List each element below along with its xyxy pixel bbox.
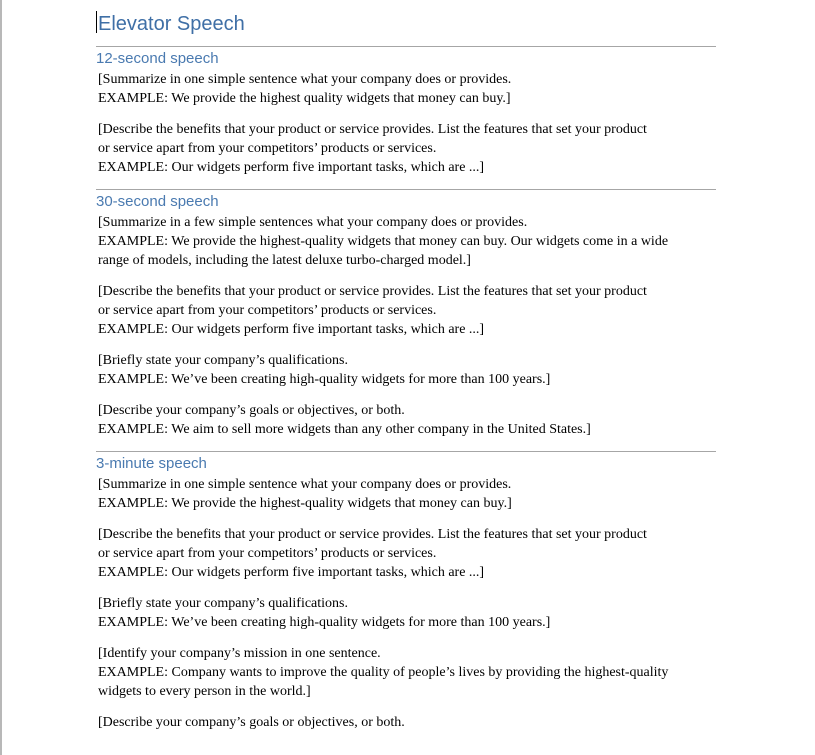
paragraph[interactable] [98, 713, 716, 732]
paragraph-line: [Summarize in a few simple sentences what your company does or provides. [98, 215, 528, 230]
paragraph[interactable] [98, 70, 716, 108]
paragraph-line: [Describe the benefits that your product or service provides. List the features that set your product [98, 122, 647, 137]
paragraph-line: [Summarize in one simple sentence what your company does or provides. [98, 72, 512, 87]
document-body[interactable] [96, 0, 716, 744]
paragraph-line: EXAMPLE: We provide the highest quality widgets that money can buy.] [98, 91, 511, 106]
paragraph[interactable] [98, 120, 716, 177]
paragraph[interactable] [98, 282, 716, 339]
paragraph-line: [Describe the benefits that your product or service provides. List the features that set your product [98, 527, 647, 542]
document-title-text: Elevator Speech [98, 13, 245, 35]
speech-section [96, 189, 716, 439]
paragraph-line: EXAMPLE: Company wants to improve the quality of people’s lives by providing the highest-quality [98, 665, 669, 680]
paragraph[interactable] [98, 644, 716, 701]
paragraph-line: EXAMPLE: Our widgets perform five important tasks, which are ...] [98, 160, 485, 175]
paragraph-line: [Identify your company’s mission in one sentence. [98, 646, 381, 661]
section-heading[interactable]: 30-second speech [96, 193, 219, 210]
paragraph-line: widgets to every person in the world.] [98, 684, 311, 699]
text-cursor [96, 11, 97, 33]
paragraph-line: [Briefly state your company’s qualifications. [98, 353, 348, 368]
paragraph-line: EXAMPLE: We’ve been creating high-quality widgets for more than 100 years.] [98, 372, 551, 387]
page-left-edge [0, 0, 2, 755]
paragraph-line: [Summarize in one simple sentence what your company does or provides. [98, 477, 512, 492]
paragraph-line: EXAMPLE: We provide the highest-quality widgets that money can buy.] [98, 496, 512, 511]
section-heading[interactable]: 12-second speech [96, 50, 219, 67]
paragraph-line: [Briefly state your company’s qualifications. [98, 596, 348, 611]
paragraph[interactable] [98, 475, 716, 513]
paragraph-line: or service apart from your competitors’ products or services. [98, 303, 437, 318]
paragraph-line: EXAMPLE: We provide the highest-quality widgets that money can buy. Our widgets come in a wide [98, 234, 669, 249]
paragraph[interactable] [98, 525, 716, 582]
speech-section [96, 451, 716, 732]
paragraph-line: [Describe your company’s goals or objectives, or both. [98, 403, 405, 418]
paragraph-line: or service apart from your competitors’ products or services. [98, 546, 437, 561]
paragraph[interactable] [98, 594, 716, 632]
paragraph[interactable] [98, 213, 716, 270]
paragraph-line: [Describe your company’s goals or objectives, or both. [98, 715, 405, 730]
paragraph-line: or service apart from your competitors’ products or services. [98, 141, 437, 156]
paragraph-line: EXAMPLE: Our widgets perform five important tasks, which are ...] [98, 565, 485, 580]
paragraph[interactable] [98, 351, 716, 389]
speech-section [96, 46, 716, 177]
paragraph-line: EXAMPLE: We’ve been creating high-quality widgets for more than 100 years.] [98, 615, 551, 630]
section-heading[interactable]: 3-minute speech [96, 455, 207, 472]
paragraph[interactable] [98, 401, 716, 439]
paragraph-line: EXAMPLE: We aim to sell more widgets than any other company in the United States.] [98, 422, 591, 437]
paragraph-line: [Describe the benefits that your product or service provides. List the features that set your product [98, 284, 647, 299]
document-title[interactable] [96, 0, 716, 35]
paragraph-line: EXAMPLE: Our widgets perform five important tasks, which are ...] [98, 322, 485, 337]
paragraph-line: range of models, including the latest deluxe turbo-charged model.] [98, 253, 471, 268]
sections-container [96, 46, 716, 732]
